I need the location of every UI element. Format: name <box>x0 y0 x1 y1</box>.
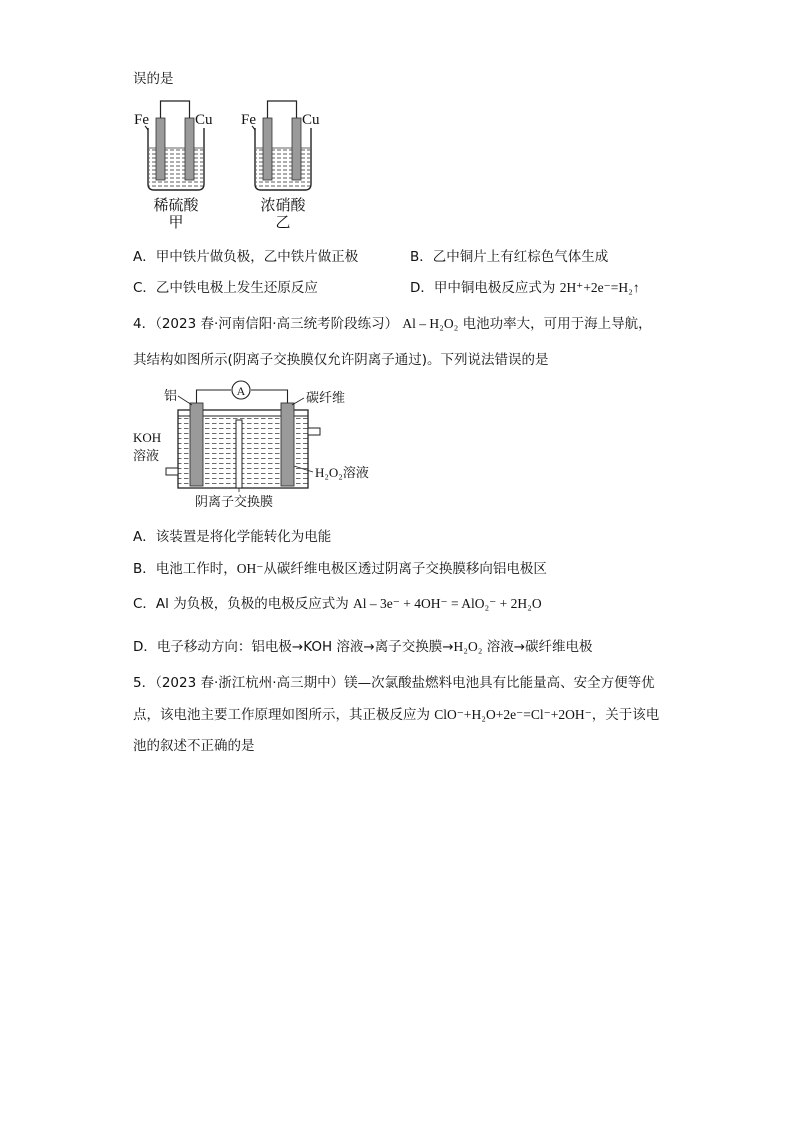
q5-line2-text: 点，该电池主要工作原理如图所示，其正极反应为 <box>133 707 435 723</box>
q4-stem-line1 <box>133 312 652 332</box>
q4-option-c-text: C．Al 为负极，负极的电极反应式为 <box>133 596 353 612</box>
figure-label-jia: 甲 <box>168 215 184 231</box>
q4-option-b-ion: OH⁻ <box>236 561 264 576</box>
q4-option-c-formula: Al – 3e⁻ + 4OH⁻ = AlO₂⁻ + 2H₂O <box>353 596 542 611</box>
anion-exchange-membrane <box>236 420 242 488</box>
q3-beaker-figure <box>128 96 353 234</box>
q5-line2-formula: ClO⁻+H₂O+2e⁻=Cl⁻+2OH⁻ <box>434 707 592 722</box>
q4-cell-figure <box>128 376 378 514</box>
q5-line3: 池的叙述不正确的是 <box>133 738 255 754</box>
carbon-fiber-label: 碳纤维 <box>306 390 346 405</box>
koh-solution-label: 溶液 <box>133 448 160 463</box>
q4-stem-line2: 其结构如图所示(阴离子交换膜仅允许阴离子通过)。下列说法错误的是 <box>133 352 549 368</box>
q5-line2 <box>133 703 659 723</box>
wire <box>251 390 288 403</box>
inlet-pipe <box>166 468 178 475</box>
q3-option-d <box>410 276 640 296</box>
aluminum-electrode <box>190 403 203 486</box>
h2o2-label: H₂O₂溶液 <box>315 465 369 480</box>
wire <box>268 101 297 118</box>
q4-option-b <box>133 557 547 577</box>
figure-label-yi: 乙 <box>275 215 291 231</box>
q4-option-d <box>133 635 593 655</box>
solution-label: 稀硫酸 <box>153 198 199 214</box>
outlet-pipe <box>308 428 320 435</box>
cu-electrode <box>292 118 301 180</box>
q3-option-a: A．甲中铁片做负极，乙中铁片做正极 <box>133 249 359 265</box>
q3-option-c: C．乙中铁电极上发生还原反应 <box>133 280 318 296</box>
fe-electrode <box>156 118 165 180</box>
q4-option-d-formula: H₂O₂ <box>453 639 483 654</box>
q4-option-a: A．该装置是将化学能转化为电能 <box>133 529 332 545</box>
q3-option-b: B．乙中铜片上有红棕色气体生成 <box>410 249 609 265</box>
wire <box>161 101 190 118</box>
q5-line1: 5．（2023 春·浙江杭州·高三期中）镁—次氯酸盐燃料电池具有比能量高、安全方便等优 <box>133 675 655 691</box>
fe-label: Fe <box>134 112 149 128</box>
q5-line2-rest: ，关于该电 <box>591 707 660 723</box>
beaker-jia <box>134 101 213 231</box>
solution-label: 浓硝酸 <box>260 198 306 214</box>
q4-option-c <box>133 592 542 612</box>
wire <box>197 390 232 403</box>
q4-option-d-rest: 溶液→碳纤维电极 <box>482 639 593 655</box>
carbon-fiber-electrode <box>281 403 294 486</box>
q3-stem-tail: 误的是 <box>133 71 174 87</box>
q3-option-d-formula: 2H⁺+2e⁻=H₂↑ <box>559 280 640 295</box>
ammeter-label: A <box>236 384 246 398</box>
q4-option-d-text: D．电子移动方向：铝电极→KOH 溶液→离子交换膜→ <box>133 639 454 655</box>
q3-option-d-text: D．甲中铜电极反应式为 <box>410 280 560 296</box>
beaker-yi <box>241 101 320 231</box>
fe-electrode <box>263 118 272 180</box>
cu-electrode <box>185 118 194 180</box>
membrane-label: 阴离子交换膜 <box>195 494 274 509</box>
q4-option-b-rest: 从碳纤维电极区透过阴离子交换膜移向铝电极区 <box>263 561 547 577</box>
koh-label: KOH <box>133 430 162 445</box>
aluminum-label: 铝 <box>164 388 178 403</box>
q4-stem-formula: Al – H₂O₂ <box>402 316 459 331</box>
q4-stem-source: 4．（2023 春·河南信阳·高三统考阶段练习） <box>133 316 403 332</box>
cu-label: Cu <box>195 112 213 128</box>
fe-label: Fe <box>241 112 256 128</box>
cu-label: Cu <box>302 112 320 128</box>
q4-stem-text: 电池功率大，可用于海上导航， <box>458 316 652 332</box>
q4-option-b-text: B．电池工作时， <box>133 561 237 577</box>
